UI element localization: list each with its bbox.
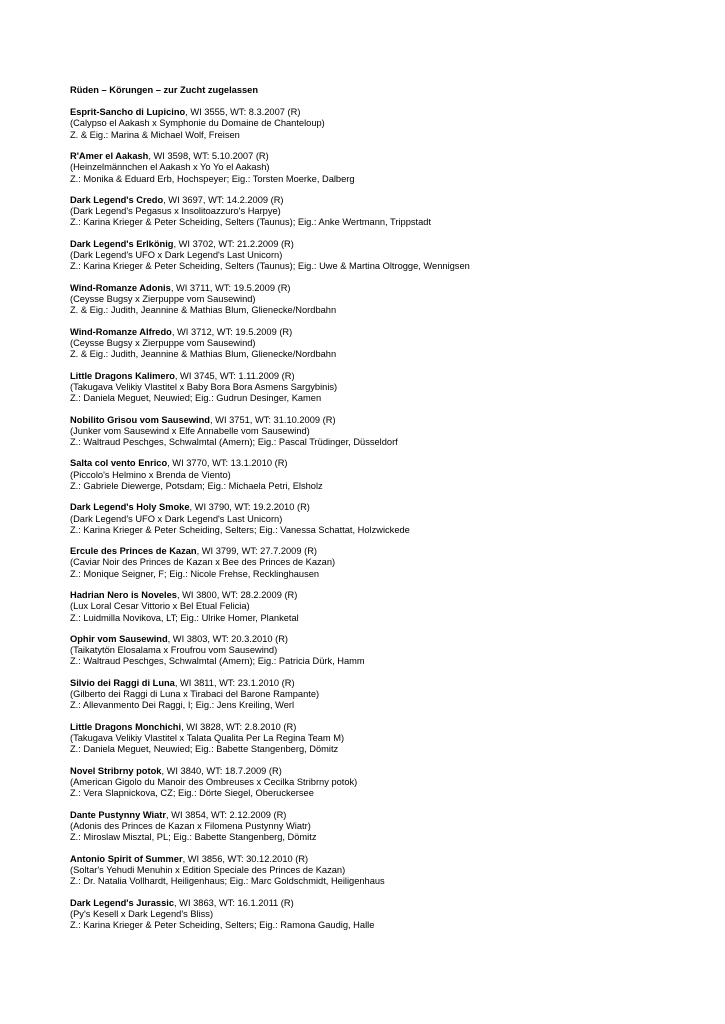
entry [70, 722, 710, 756]
entry [70, 502, 710, 536]
registration-details: , WI 3863, WT: 16.1.2011 (R) [174, 897, 294, 908]
entry [70, 678, 710, 712]
breeder-owner-line: Z.: Karina Krieger & Peter Scheiding, Selters; Eig.: Vanessa Schattat, Holzwickede [70, 524, 410, 535]
breeder-owner-line: Z.: Vera Slapnickova, CZ; Eig.: Dörte Siegel, Oberuckersee [70, 788, 314, 799]
parents-line: (Caviar Noir des Princes de Kazan x Bee des Princes de Kazan) [70, 557, 336, 568]
entry [70, 854, 710, 888]
registration-details: , WI 3799, WT: 27.7.2009 (R) [196, 546, 318, 557]
registration-details: , WI 3811, WT: 23.1.2010 (R) [174, 677, 295, 688]
dog-name: R'Amer el Aakash [70, 151, 149, 162]
registration-details: , WI 3555, WT: 8.3.2007 (R) [185, 107, 301, 118]
dog-name: Wind-Romanze Adonis [70, 282, 171, 293]
entry [70, 151, 710, 185]
parents-line: (Takugava Velikiy Vlastitel x Baby Bora Bora Asmens Sargybinis) [70, 381, 338, 392]
entry [70, 107, 710, 141]
parents-line: (Takugava Velikiy Vlastitel x Talata Qualita Per La Regina Team M) [70, 733, 345, 744]
entry-title-line [70, 678, 710, 689]
entry [70, 546, 710, 580]
breeder-owner-line: Z.: Miroslaw Misztal, PL; Eig.: Babette Stangenberg, Dömitz [70, 832, 317, 843]
dog-name: Ercule des Princes de Kazan [70, 546, 197, 557]
registration-details: , WI 3828, WT: 2.8.2010 (R) [181, 721, 297, 732]
entry-title-line [70, 458, 710, 469]
parents-line: (Dark Legend's UFO x Dark Legend's Last Unicorn) [70, 250, 283, 261]
breeder-owner-line: Z.: Dr. Natalia Vollhardt, Heiligenhaus; Eig.: Marc Goldschmidt, Heiligenhaus [70, 876, 385, 887]
breeder-owner-line: Z.: Karina Krieger & Peter Scheiding, Selters; Eig.: Ramona Gaudig, Halle [70, 919, 375, 930]
registration-details: , WI 3751, WT: 31.10.2009 (R) [210, 414, 336, 425]
entry-title-line [70, 766, 710, 777]
registration-details: , WI 3712, WT: 19.5.2009 (R) [171, 326, 293, 337]
entry [70, 634, 710, 668]
parents-line: (Gilberto dei Raggi di Luna x Tirabaci del Barone Rampante) [70, 689, 320, 700]
entry-title-line [70, 854, 710, 865]
breeder-owner-line: Z.: Daniela Meguet, Neuwied; Eig.: Babette Stangenberg, Dömitz [70, 744, 339, 755]
dog-name: Dark Legend's Holy Smoke [70, 502, 190, 513]
entry-title-line [70, 898, 710, 909]
dog-name: Dark Legend's Credo [70, 195, 164, 206]
registration-details: , WI 3790, WT: 19.2.2010 (R) [189, 502, 310, 513]
entry-list [70, 107, 710, 931]
entry-title-line [70, 371, 710, 382]
parents-line: (Py's Kesell x Dark Legend's Bliss) [70, 908, 214, 919]
parents-line: (Ceysse Bugsy x Zierpuppe vom Sausewind) [70, 337, 256, 348]
parents-line: (Lux Loral Cesar Vittorio x Bel Etual Felicia) [70, 601, 250, 612]
dog-name: Antonio Spirit of Summer [70, 853, 183, 864]
registration-details: , WI 3770, WT: 13.1.2010 (R) [167, 458, 288, 469]
registration-details: , WI 3803, WT: 20.3.2010 (R) [167, 634, 289, 645]
dog-name: Wind-Romanze Alfredo [70, 326, 172, 337]
registration-details: , WI 3745, WT: 1.11.2009 (R) [174, 370, 295, 381]
dog-name: Hadrian Nero is Noveles [70, 590, 177, 601]
breeder-owner-line: Z.: Waltraud Peschges, Schwalmtal (Amern); Eig.: Patricia Dürk, Hamm [70, 656, 365, 667]
breeder-owner-line: Z. & Eig.: Marina & Michael Wolf, Freisen [70, 129, 240, 140]
page-heading: Rüden – Körungen – zur Zucht zugelassen [70, 85, 259, 95]
entry [70, 590, 710, 624]
registration-details: , WI 3711, WT: 19.5.2009 (R) [170, 282, 291, 293]
dog-name: Little Dragons Monchichi [70, 721, 182, 732]
breeder-owner-line: Z.: Allevanmento Dei Raggi, I; Eig.: Jens Kreiling, Werl [70, 700, 295, 711]
dog-name: Dante Pustynny Wiatr [70, 809, 167, 820]
entry [70, 766, 710, 800]
entry [70, 195, 710, 229]
parents-line: (Heinzelmännchen el Aakash x Yo Yo el Aakash) [70, 162, 270, 173]
dog-name: Nobilito Grisou vom Sausewind [70, 414, 210, 425]
entry-title-line [70, 327, 710, 338]
breeder-owner-line: Z.: Karina Krieger & Peter Scheiding, Selters (Taunus); Eig.: Anke Wertmann, Trippstadt [70, 217, 432, 228]
entry [70, 898, 710, 932]
dog-name: Salta col vento Enrico [70, 458, 168, 469]
parents-line: (Dark Legend's Pegasus x Insolitoazzuro's Harpye) [70, 206, 281, 217]
entry-title-line [70, 810, 710, 821]
breeder-owner-line: Z. & Eig.: Judith, Jeannine & Mathias Blum, Glienecke/Nordbahn [70, 349, 337, 360]
parents-line: (Soltar's Yehudi Menuhin x Edition Speciale des Princes de Kazan) [70, 864, 346, 875]
entry-title-line [70, 634, 710, 645]
entry-title-line [70, 283, 710, 294]
dog-name: Esprit-Sancho di Lupicino [70, 107, 186, 118]
parents-line: (Taikatytön Elosalama x Froufrou vom Sausewind) [70, 645, 278, 656]
registration-details: , WI 3697, WT: 14.2.2009 (R) [163, 195, 284, 206]
entry [70, 371, 710, 405]
entry-title-line [70, 195, 710, 206]
entry [70, 415, 710, 449]
parents-line: (American Gigolo du Manoir des Ombreuses x Cecilka Stribrny potok) [70, 777, 358, 787]
dog-name: Novel Stribrny potok [70, 765, 162, 776]
breeder-owner-line: Z.: Luidmilla Novikova, LT; Eig.: Ulrike Homer, Planketal [70, 612, 299, 623]
registration-details: , WI 3854, WT: 2.12.2009 (R) [166, 809, 287, 820]
dog-name: Ophir vom Sausewind [70, 634, 168, 645]
document-page [70, 85, 710, 941]
breeder-owner-line: Z.: Waltraud Peschges, Schwalmtal (Amern); Eig.: Pascal Trüdinger, Düsseldorf [70, 436, 398, 447]
entry-title-line [70, 546, 710, 557]
registration-details: , WI 3840, WT: 18.7.2009 (R) [161, 765, 282, 776]
entry-title-line [70, 151, 710, 162]
dog-name: Dark Legend's Erlkönig [70, 238, 174, 249]
parents-line: (Dark Legend's UFO x Dark Legend's Last Unicorn) [70, 513, 283, 524]
breeder-owner-line: Z.: Gabriele Diewerge, Potsdam; Eig.: Michaela Petri, Elsholz [70, 480, 323, 491]
entry-title-line [70, 722, 710, 733]
registration-details: , WI 3598, WT: 5.10.2007 (R) [148, 151, 269, 162]
dog-name: Dark Legend's Jurassic [70, 897, 175, 908]
entry [70, 327, 710, 361]
breeder-owner-line: Z. & Eig.: Judith, Jeannine & Mathias Blum, Glienecke/Nordbahn [70, 305, 337, 316]
parents-line: (Calypso el Aakash x Symphonie du Domaine de Chanteloup) [70, 118, 325, 129]
dog-name: Little Dragons Kalimero [70, 370, 175, 381]
registration-details: , WI 3702, WT: 21.2.2009 (R) [173, 238, 294, 249]
entry-title-line [70, 502, 710, 513]
entry-title-line [70, 107, 710, 118]
entry-title-line [70, 415, 710, 426]
entry [70, 283, 710, 317]
breeder-owner-line: Z.: Monika & Eduard Erb, Hochspeyer; Eig.: Torsten Moerke, Dalberg [70, 173, 355, 184]
breeder-owner-line: Z.: Karina Krieger & Peter Scheiding, Selters (Taunus); Eig.: Uwe & Martina Oltrogge, Wennigsen [70, 261, 470, 272]
entry [70, 458, 710, 492]
parents-line: (Ceysse Bugsy x Zierpuppe vom Sausewind) [70, 294, 256, 305]
registration-details: , WI 3856, WT: 30.12.2010 (R) [182, 853, 309, 864]
parents-line: (Adonis des Princes de Kazan x Filomena Pustynny Wiatr) [70, 820, 311, 831]
breeder-owner-line: Z.: Daniela Meguet, Neuwied; Eig.: Gudrun Desinger, Kamen [70, 393, 322, 404]
entry [70, 239, 710, 273]
entry [70, 810, 710, 844]
registration-details: , WI 3800, WT: 28.2.2009 (R) [176, 590, 298, 601]
breeder-owner-line: Z.: Monique Seigner, F; Eig.: Nicole Frehse, Recklinghausen [70, 568, 320, 579]
entry-title-line [70, 239, 710, 250]
entry-title-line [70, 590, 710, 601]
parents-line: (Piccolo's Helmino x Brenda de Viento) [70, 469, 231, 480]
parents-line: (Junker vom Sausewind x Elfe Annabelle vom Sausewind) [70, 425, 310, 436]
dog-name: Silvio dei Raggi di Luna [70, 677, 175, 688]
